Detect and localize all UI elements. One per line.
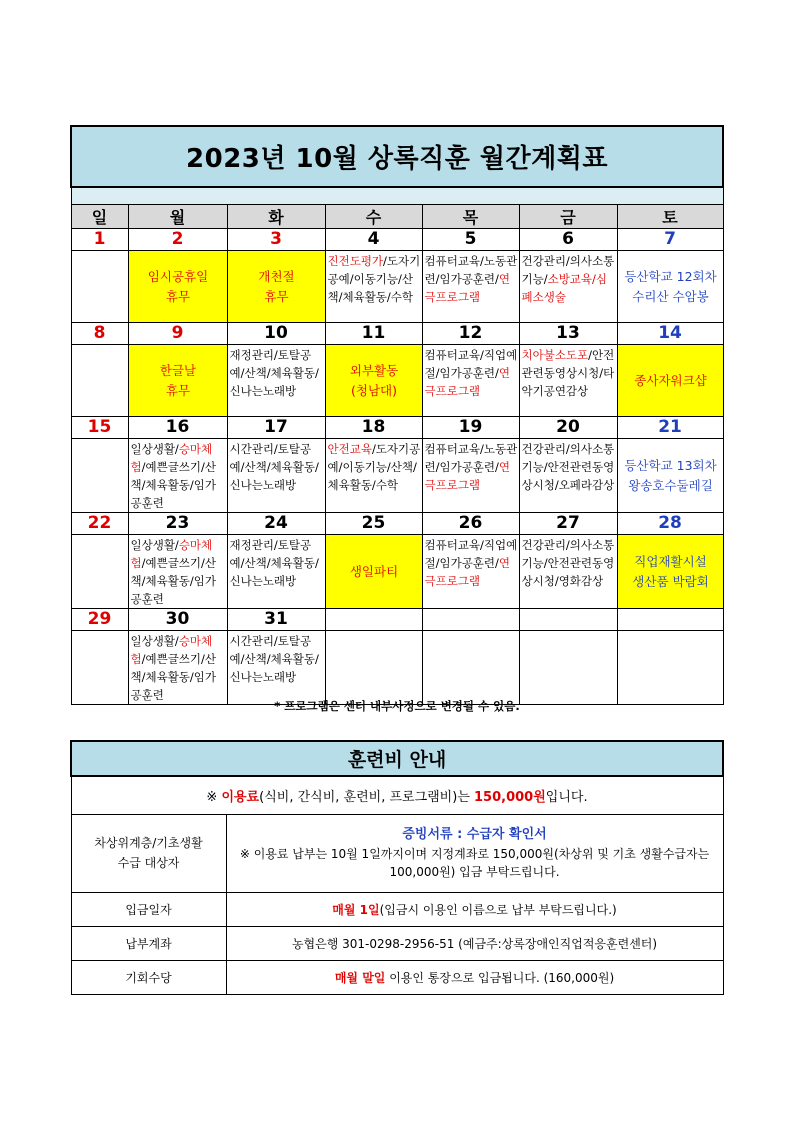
event-text: 개천절	[258, 268, 295, 284]
date-number: 18	[325, 416, 422, 438]
event-text: 안전교육	[327, 441, 372, 456]
event-row	[71, 534, 723, 608]
date-number: 5	[422, 228, 519, 250]
day-events	[422, 534, 519, 608]
account-value: 농협은행 301-0298-2956-51 (예금주:상록장애인직업적응훈련센터)	[226, 926, 723, 960]
event-text: 등산학교 12회차	[624, 268, 717, 284]
event-text: /도자기공예/이동기능/산책/체육활동/수학	[327, 253, 421, 304]
event-text: 한글날	[159, 362, 197, 378]
event-text: 등산학교 13회차	[624, 457, 717, 473]
day-events	[325, 344, 422, 416]
date-number: 27	[519, 512, 617, 534]
event-text: /예쁜글쓰기/산책/체육활동/임가공훈련	[130, 651, 217, 702]
date-row	[71, 608, 723, 630]
event-text: 일상생활/	[130, 633, 179, 648]
event-text: 수리산 수암봉	[632, 288, 709, 304]
date-number: 20	[519, 416, 617, 438]
day-events	[128, 534, 227, 608]
day-events	[227, 534, 325, 608]
day-events	[128, 250, 227, 322]
deposit-date-rest: (입금시 이용인 이름으로 납부 부탁드립니다.)	[379, 902, 617, 917]
date-number: 19	[422, 416, 519, 438]
event-text: 왕송호수둘레길	[628, 477, 713, 493]
date-number: 31	[227, 608, 325, 630]
event-text: 치아불소도포	[521, 347, 589, 362]
day-events	[422, 250, 519, 322]
day-events	[71, 250, 128, 322]
day-events	[617, 534, 723, 608]
date-number: 6	[519, 228, 617, 250]
allowance-highlight: 매월 말일	[334, 970, 386, 985]
date-number: 16	[128, 416, 227, 438]
event-text: 직업재활시설	[634, 553, 707, 569]
target-label: 차상위계층/기초생활 수급 대상자	[71, 814, 226, 892]
date-number: 24	[227, 512, 325, 534]
day-events	[617, 344, 723, 416]
intro-prefix: ※	[206, 789, 222, 805]
title-spacer	[71, 187, 723, 204]
day-events	[325, 534, 422, 608]
event-text: 임시공휴일	[147, 268, 209, 284]
event-text: 연극프로그램	[424, 365, 511, 398]
event-text: 건강관리/의사소통기능/안전관련동영상시청/영화감상	[521, 537, 615, 588]
date-number: 2	[128, 228, 227, 250]
monthly-calendar	[70, 125, 724, 705]
day-events	[71, 630, 128, 704]
day-events	[519, 534, 617, 608]
account-label: 납부계좌	[71, 926, 226, 960]
day-events	[227, 630, 325, 704]
day-of-week-header: 수	[325, 204, 422, 228]
day-events	[325, 630, 422, 704]
date-number: 22	[71, 512, 128, 534]
event-text: 승마체험	[130, 633, 213, 666]
event-row	[71, 438, 723, 512]
date-number: 25	[325, 512, 422, 534]
fee-intro	[71, 776, 723, 814]
date-number: 9	[128, 322, 227, 344]
deposit-date-highlight: 매월 1일	[332, 902, 380, 917]
event-text: (청남대)	[351, 382, 397, 398]
date-number: 17	[227, 416, 325, 438]
intro-suffix: 입니다.	[545, 789, 588, 805]
event-text: /예쁜글쓰기/산책/체육활동/임가공훈련	[130, 555, 217, 606]
event-text: 컴퓨터교육/노동관련/임가공훈련/	[424, 253, 518, 286]
day-events	[422, 344, 519, 416]
day-of-week-header: 일	[71, 204, 128, 228]
day-events	[227, 344, 325, 416]
day-events	[71, 534, 128, 608]
event-row	[71, 344, 723, 416]
day-events	[519, 344, 617, 416]
date-number: 8	[71, 322, 128, 344]
fee-title: 훈련비 안내	[71, 741, 723, 776]
day-of-week-header: 화	[227, 204, 325, 228]
date-number	[617, 608, 723, 630]
day-events	[617, 250, 723, 322]
event-text: 연극프로그램	[424, 555, 511, 588]
allowance-rest: 이용인 통장으로 입금됩니다. (160,000원)	[385, 970, 615, 985]
event-row	[71, 630, 723, 704]
day-of-week-row	[71, 204, 723, 228]
event-text: 건강관리/의사소통기능/	[521, 253, 615, 286]
date-number: 12	[422, 322, 519, 344]
date-row	[71, 322, 723, 344]
date-number	[519, 608, 617, 630]
fee-info-table	[70, 740, 724, 995]
payment-note: ※ 이용료 납부는 10월 1일까지이며 지정계좌로 150,000원(차상위 및 기초 생활수급자는 100,000원) 입금 부탁드립니다.	[239, 847, 710, 879]
event-text: 휴무	[165, 382, 191, 398]
event-text: 일상생활/	[130, 537, 179, 552]
date-row	[71, 416, 723, 438]
day-events	[519, 630, 617, 704]
day-of-week-header: 토	[617, 204, 723, 228]
intro-items: (식비, 간식비, 훈련비, 프로그램비)는	[259, 789, 475, 805]
date-number	[325, 608, 422, 630]
day-events	[519, 438, 617, 512]
event-text: /안전관련동영상시청/타악기공연감상	[521, 347, 615, 398]
event-text: 외부활동	[349, 362, 399, 378]
day-events	[128, 630, 227, 704]
usage-fee-label: 이용료	[221, 789, 260, 805]
allowance-label: 기회수당	[71, 960, 226, 994]
event-text: 진전도평가	[327, 253, 384, 268]
event-text: 생산품 박람회	[632, 573, 709, 589]
event-text: 컴퓨터교육/직업예절/임가공훈련/	[424, 347, 518, 380]
date-number: 13	[519, 322, 617, 344]
event-text: /예쁜글쓰기/산책/체육활동/임가공훈련	[130, 459, 217, 510]
day-events	[325, 438, 422, 512]
target-detail	[226, 814, 723, 892]
day-events	[617, 438, 723, 512]
calendar-title: 2023년 10월 상록직훈 월간계획표	[71, 126, 723, 187]
day-events	[422, 630, 519, 704]
date-number: 26	[422, 512, 519, 534]
schedule-change-note: * 프로그램은 센터 내부사정으로 변경될 수 있음.	[274, 699, 520, 713]
day-events	[128, 438, 227, 512]
date-number: 3	[227, 228, 325, 250]
event-text: /도자기공예/이동기능/산책/체육활동/수학	[327, 441, 421, 492]
deposit-date-value	[226, 892, 723, 926]
deposit-date-label: 입금일자	[71, 892, 226, 926]
event-text: 소방교육/심폐소생술	[521, 271, 608, 304]
event-text: 승마체험	[130, 537, 213, 570]
date-number: 23	[128, 512, 227, 534]
allowance-value	[226, 960, 723, 994]
date-number: 30	[128, 608, 227, 630]
day-events	[422, 438, 519, 512]
event-text: 종사자워크샵	[634, 372, 707, 388]
date-row	[71, 512, 723, 534]
day-events	[71, 438, 128, 512]
day-events	[71, 344, 128, 416]
usage-fee-amount: 150,000원	[474, 789, 546, 805]
event-text: 시간관리/토탈공예/산책/체육활동/신나는노래방	[229, 633, 319, 684]
date-number: 14	[617, 322, 723, 344]
date-number: 21	[617, 416, 723, 438]
date-number: 7	[617, 228, 723, 250]
event-text: 재정관리/토탈공예/산책/체육활동/신나는노래방	[229, 347, 319, 398]
date-number: 15	[71, 416, 128, 438]
date-number	[422, 608, 519, 630]
event-text: 생일파티	[349, 563, 399, 579]
event-text: 휴무	[264, 288, 289, 304]
event-text: 건강관리/의사소통기능/안전관련동영상시청/오페라감상	[521, 441, 615, 492]
event-text: 휴무	[165, 288, 191, 304]
event-text: 연극프로그램	[424, 271, 511, 304]
date-number: 29	[71, 608, 128, 630]
date-number: 28	[617, 512, 723, 534]
day-events	[128, 344, 227, 416]
day-of-week-header: 월	[128, 204, 227, 228]
date-number: 11	[325, 322, 422, 344]
event-row	[71, 250, 723, 322]
event-text: 컴퓨터교육/노동관련/임가공훈련/	[424, 441, 518, 474]
date-row	[71, 228, 723, 250]
day-of-week-header: 목	[422, 204, 519, 228]
date-number: 4	[325, 228, 422, 250]
day-events	[227, 250, 325, 322]
event-text: 컴퓨터교육/직업예절/임가공훈련/	[424, 537, 518, 570]
date-number: 1	[71, 228, 128, 250]
day-events	[617, 630, 723, 704]
day-of-week-header: 금	[519, 204, 617, 228]
event-text: 승마체험	[130, 441, 213, 474]
event-text: 시간관리/토탈공예/산책/체육활동/신나는노래방	[229, 441, 319, 492]
day-events	[227, 438, 325, 512]
day-events	[519, 250, 617, 322]
event-text: 재정관리/토탈공예/산책/체육활동/신나는노래방	[229, 537, 319, 588]
proof-documents: 증빙서류 : 수급자 확인서	[402, 827, 547, 842]
date-number: 10	[227, 322, 325, 344]
event-text: 연극프로그램	[424, 459, 511, 492]
day-events	[325, 250, 422, 322]
event-text: 일상생활/	[130, 441, 179, 456]
